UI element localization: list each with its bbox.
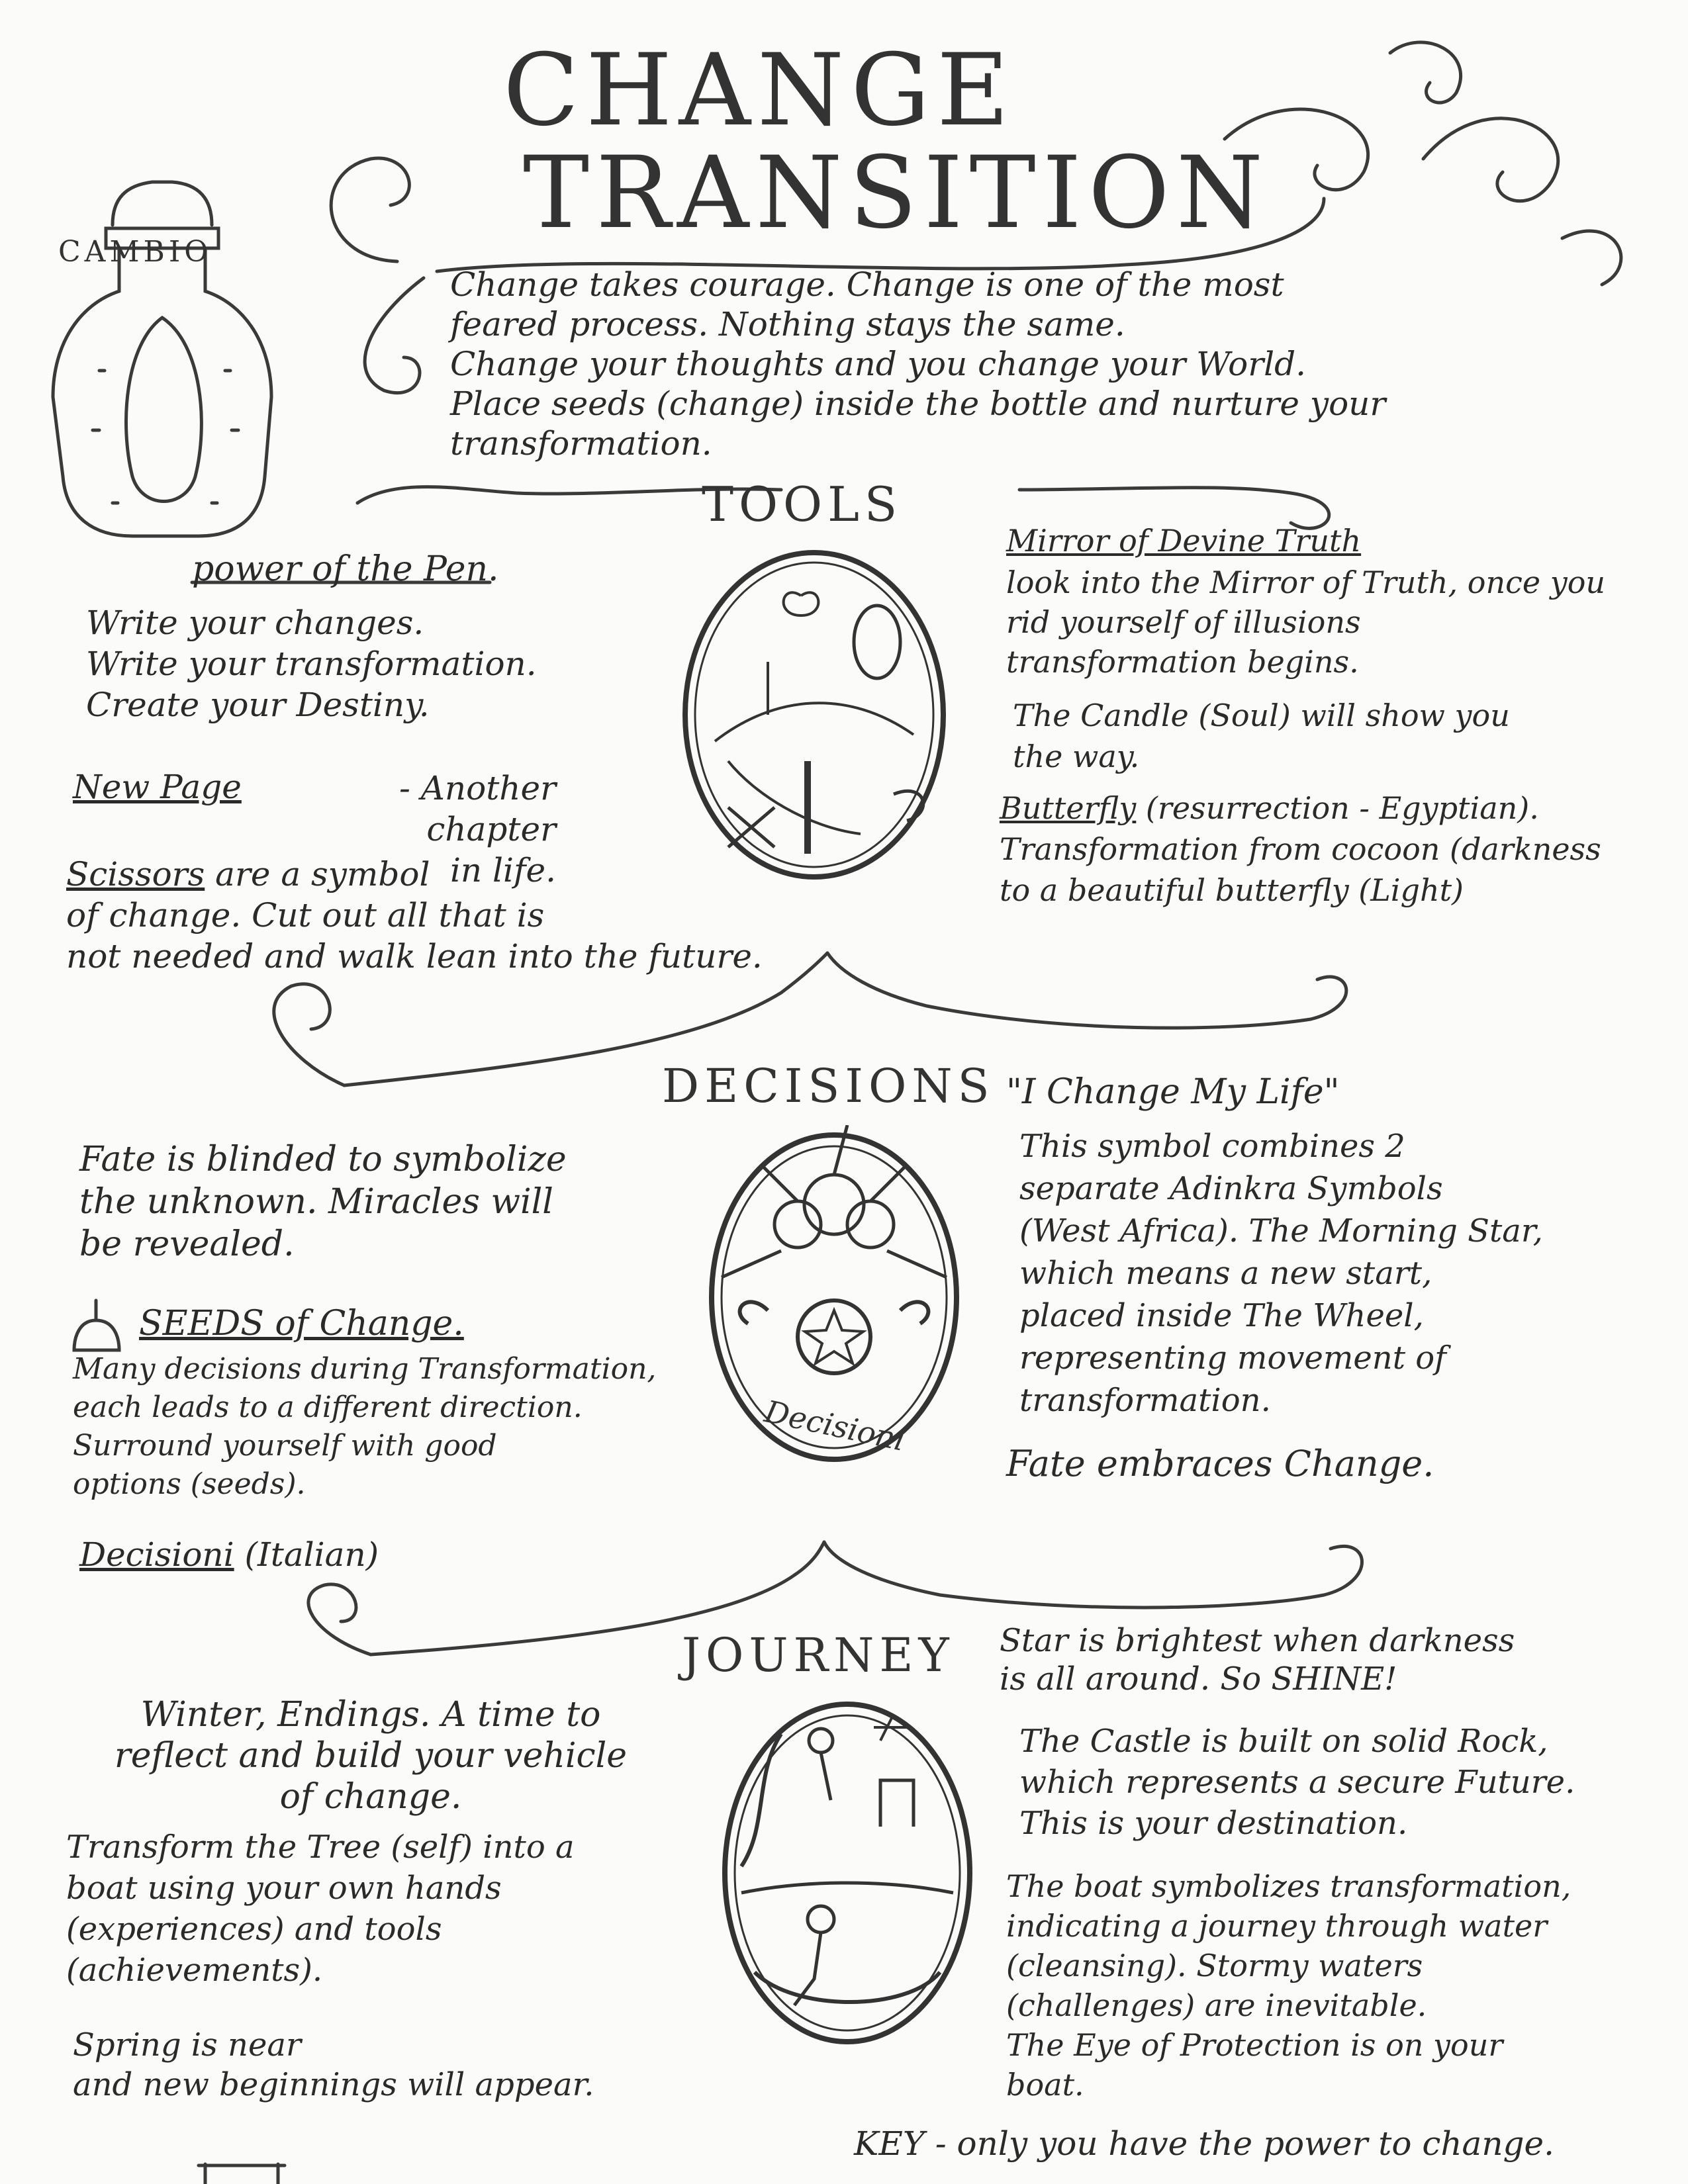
seed-icon: [74, 1320, 119, 1350]
candle-text: The Candle (Soul) will show you the way.: [1013, 698, 1510, 774]
symbol-text: This symbol combines 2 separate Adinkra Symbols (West Africa). The Morning Star, which means a new start, placed inside The Wheel, representing movement of transformation.: [1019, 1128, 1543, 1419]
winter-text: Winter, Endings. A time to reflect and build your vehicle of change.: [114, 1695, 628, 1817]
new-page-text: - Another chapter in life.: [399, 769, 556, 889]
page-title-line2: TRANSITION: [523, 136, 1270, 251]
decisions-medallion-label: Decisioni: [761, 1393, 908, 1458]
page-title-line1: CHANGE: [503, 33, 1016, 148]
italian-word: Decisioni: [79, 1535, 234, 1574]
butterfly-body: (resurrection - Egyptian). Transformation from cocoon (darkness to a beautiful butterfly (Light): [1000, 790, 1601, 908]
decisions-heading: DECISIONS: [662, 1059, 995, 1113]
scissors-title: Scissors: [66, 855, 205, 893]
mirror-title: Mirror of Devine Truth: [1006, 523, 1362, 559]
decisions-quote: "I Change My Life": [1006, 1072, 1340, 1112]
spring-text: Spring is near and new beginnings will appear.: [73, 2026, 594, 2103]
boat-text: The boat symbolizes transformation, indicating a journey through water (cleansing). Stormy waters (challenges) are inevitable. The Eye of Protection is on your boat.: [1006, 1868, 1571, 2103]
pen-text: Write your changes. Write your transformation. Create your Destiny.: [86, 604, 537, 724]
intro-text: Change takes courage. Change is one of the most feared process. Nothing stays the same. Change your thoughts and you change your World. Place seeds (change) inside the bottle and nurture your transformation.: [450, 265, 1386, 463]
journey-medallion: [715, 1694, 980, 2052]
journey-heading: JOURNEY: [682, 1628, 955, 1682]
tree-text: Transform the Tree (self) into a boat using your own hands (experiences) and tools (achievements).: [66, 1829, 575, 1989]
tools-medallion: [675, 543, 953, 887]
ladder-icon: [199, 2164, 285, 2184]
divider-decisions: [274, 984, 344, 1085]
decisions-medallion: [702, 1125, 966, 1469]
mirror-text: look into the Mirror of Truth, once you rid yourself of illusions transformation begins.: [1006, 565, 1606, 680]
scissors-body: are a symbol of change. Cut out all that is not needed and walk lean into the future.: [66, 855, 763, 976]
key-text: KEY - only you have the power to change.: [854, 2124, 1555, 2163]
pen-title: power of the Pen.: [192, 549, 499, 589]
divider-journey: [308, 1584, 371, 1655]
butterfly-title: Butterfly: [1000, 790, 1137, 826]
swirl-intro-left: [365, 278, 424, 393]
star-text: Star is brightest when darkness is all around. So SHINE!: [1000, 1622, 1515, 1698]
castle-text: The Castle is built on solid Rock, which represents a secure Future. This is your destination.: [1019, 1723, 1575, 1842]
italian-note: (Italian): [234, 1535, 379, 1574]
swirl-left-top: [331, 158, 409, 261]
seeds-text: Many decisions during Transformation, each leads to a different direction. Surround yourself with good options (seeds).: [73, 1352, 657, 1501]
new-page-title: New Page: [73, 768, 242, 806]
bottle-label: CAMBIO: [58, 235, 212, 269]
seeds-title: SEEDS of Change.: [139, 1304, 464, 1343]
butterfly-text: [1000, 788, 1681, 911]
scissors-text: [66, 854, 768, 977]
fate-text: Fate is blinded to symbolize the unknown. Miracles will be revealed.: [79, 1140, 567, 1264]
fate-embraces-text: Fate embraces Change.: [1006, 1443, 1434, 1484]
tools-heading: TOOLS: [702, 477, 903, 532]
italian-text: [79, 1535, 379, 1574]
bottle-icon: [113, 182, 212, 225]
